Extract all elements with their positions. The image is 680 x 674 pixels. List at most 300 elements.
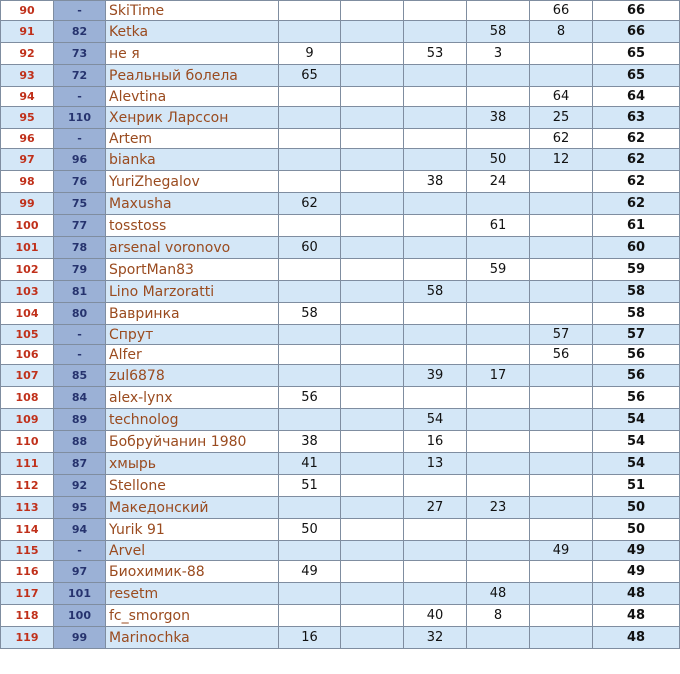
- round-score-cell: [530, 561, 593, 583]
- total-score-cell: 49: [593, 541, 680, 561]
- table-row: [1, 149, 680, 171]
- round-score-cell: [467, 65, 530, 87]
- table-row: [1, 583, 680, 605]
- rank-cell: 101: [1, 237, 54, 259]
- round-score-cell: [279, 497, 341, 519]
- previous-rank-cell: 87: [54, 453, 106, 475]
- round-score-cell: [279, 87, 341, 107]
- previous-rank-cell: 85: [54, 365, 106, 387]
- round-score-cell: [279, 129, 341, 149]
- round-score-cell: [404, 107, 467, 129]
- total-score-cell: 56: [593, 387, 680, 409]
- round-score-cell: [279, 259, 341, 281]
- participant-name: хмырь: [106, 453, 279, 475]
- round-score-cell: 56: [530, 345, 593, 365]
- total-score-cell: 50: [593, 519, 680, 541]
- participant-name: resetm: [106, 583, 279, 605]
- round-score-cell: [467, 627, 530, 649]
- table-row: [1, 1, 680, 21]
- round-score-cell: [530, 43, 593, 65]
- table-row: [1, 237, 680, 259]
- participant-name: Artem: [106, 129, 279, 149]
- round-score-cell: [467, 281, 530, 303]
- round-score-cell: [341, 171, 404, 193]
- rank-cell: 110: [1, 431, 54, 453]
- round-score-cell: [341, 149, 404, 171]
- total-score-cell: 65: [593, 65, 680, 87]
- round-score-cell: [530, 387, 593, 409]
- round-score-cell: [341, 87, 404, 107]
- participant-name: Arvel: [106, 541, 279, 561]
- round-score-cell: [404, 583, 467, 605]
- round-score-cell: [467, 303, 530, 325]
- round-score-cell: [467, 129, 530, 149]
- round-score-cell: 61: [467, 215, 530, 237]
- participant-name: Реальный болела: [106, 65, 279, 87]
- round-score-cell: 57: [530, 325, 593, 345]
- round-score-cell: [279, 583, 341, 605]
- round-score-cell: [279, 325, 341, 345]
- total-score-cell: 58: [593, 303, 680, 325]
- participant-name: Хенрик Ларссон: [106, 107, 279, 129]
- table-row: [1, 345, 680, 365]
- round-score-cell: 49: [279, 561, 341, 583]
- round-score-cell: 64: [530, 87, 593, 107]
- round-score-cell: [341, 193, 404, 215]
- round-score-cell: [341, 409, 404, 431]
- round-score-cell: [404, 1, 467, 21]
- previous-rank-cell: -: [54, 325, 106, 345]
- round-score-cell: 40: [404, 605, 467, 627]
- total-score-cell: 65: [593, 43, 680, 65]
- round-score-cell: [467, 475, 530, 497]
- participant-name: Биохимик-88: [106, 561, 279, 583]
- rank-cell: 113: [1, 497, 54, 519]
- round-score-cell: [530, 475, 593, 497]
- total-score-cell: 59: [593, 259, 680, 281]
- table-row: [1, 365, 680, 387]
- rank-cell: 112: [1, 475, 54, 497]
- round-score-cell: 59: [467, 259, 530, 281]
- round-score-cell: [404, 475, 467, 497]
- round-score-cell: 39: [404, 365, 467, 387]
- rank-cell: 108: [1, 387, 54, 409]
- standings-body: [1, 1, 680, 649]
- round-score-cell: [279, 409, 341, 431]
- participant-name: zul6878: [106, 365, 279, 387]
- participant-name: Alfer: [106, 345, 279, 365]
- previous-rank-cell: -: [54, 345, 106, 365]
- round-score-cell: 8: [467, 605, 530, 627]
- round-score-cell: [404, 129, 467, 149]
- rank-cell: 119: [1, 627, 54, 649]
- round-score-cell: [530, 193, 593, 215]
- participant-name: SkiTime: [106, 1, 279, 21]
- rank-cell: 96: [1, 129, 54, 149]
- total-score-cell: 49: [593, 561, 680, 583]
- round-score-cell: 58: [279, 303, 341, 325]
- round-score-cell: [341, 129, 404, 149]
- participant-name: Alevtina: [106, 87, 279, 107]
- round-score-cell: [404, 541, 467, 561]
- round-score-cell: [467, 519, 530, 541]
- round-score-cell: [467, 409, 530, 431]
- total-score-cell: 61: [593, 215, 680, 237]
- rank-cell: 114: [1, 519, 54, 541]
- total-score-cell: 63: [593, 107, 680, 129]
- table-row: [1, 497, 680, 519]
- round-score-cell: [530, 365, 593, 387]
- round-score-cell: [341, 541, 404, 561]
- round-score-cell: [404, 215, 467, 237]
- round-score-cell: 58: [467, 21, 530, 43]
- previous-rank-cell: 101: [54, 583, 106, 605]
- round-score-cell: 41: [279, 453, 341, 475]
- round-score-cell: 49: [530, 541, 593, 561]
- participant-name: Stellone: [106, 475, 279, 497]
- previous-rank-cell: 80: [54, 303, 106, 325]
- round-score-cell: [530, 453, 593, 475]
- round-score-cell: [404, 21, 467, 43]
- previous-rank-cell: -: [54, 129, 106, 149]
- round-score-cell: [341, 475, 404, 497]
- round-score-cell: 38: [279, 431, 341, 453]
- previous-rank-cell: 82: [54, 21, 106, 43]
- previous-rank-cell: 75: [54, 193, 106, 215]
- round-score-cell: [341, 107, 404, 129]
- round-score-cell: 9: [279, 43, 341, 65]
- participant-name: YuriZhegalov: [106, 171, 279, 193]
- total-score-cell: 48: [593, 627, 680, 649]
- rank-cell: 90: [1, 1, 54, 21]
- table-row: [1, 281, 680, 303]
- total-score-cell: 48: [593, 583, 680, 605]
- participant-name: SportMan83: [106, 259, 279, 281]
- table-row: [1, 605, 680, 627]
- total-score-cell: 56: [593, 365, 680, 387]
- previous-rank-cell: 110: [54, 107, 106, 129]
- round-score-cell: [341, 627, 404, 649]
- previous-rank-cell: 79: [54, 259, 106, 281]
- round-score-cell: [530, 303, 593, 325]
- previous-rank-cell: 73: [54, 43, 106, 65]
- round-score-cell: [341, 21, 404, 43]
- round-score-cell: [530, 281, 593, 303]
- round-score-cell: [279, 541, 341, 561]
- round-score-cell: 56: [279, 387, 341, 409]
- round-score-cell: [341, 237, 404, 259]
- round-score-cell: [467, 453, 530, 475]
- total-score-cell: 54: [593, 453, 680, 475]
- round-score-cell: [279, 171, 341, 193]
- round-score-cell: [341, 325, 404, 345]
- round-score-cell: [530, 65, 593, 87]
- round-score-cell: [341, 561, 404, 583]
- round-score-cell: 65: [279, 65, 341, 87]
- participant-name: tosstoss: [106, 215, 279, 237]
- participant-name: Вавринка: [106, 303, 279, 325]
- round-score-cell: [467, 325, 530, 345]
- rank-cell: 111: [1, 453, 54, 475]
- round-score-cell: 24: [467, 171, 530, 193]
- round-score-cell: [404, 237, 467, 259]
- participant-name: Yurik 91: [106, 519, 279, 541]
- previous-rank-cell: -: [54, 87, 106, 107]
- round-score-cell: [279, 345, 341, 365]
- round-score-cell: [404, 387, 467, 409]
- rank-cell: 98: [1, 171, 54, 193]
- round-score-cell: [467, 431, 530, 453]
- round-score-cell: 3: [467, 43, 530, 65]
- rank-cell: 95: [1, 107, 54, 129]
- total-score-cell: 57: [593, 325, 680, 345]
- rank-cell: 115: [1, 541, 54, 561]
- participant-name: Ketka: [106, 21, 279, 43]
- round-score-cell: [341, 303, 404, 325]
- round-score-cell: 62: [279, 193, 341, 215]
- rank-cell: 116: [1, 561, 54, 583]
- round-score-cell: [341, 365, 404, 387]
- rank-cell: 100: [1, 215, 54, 237]
- round-score-cell: 58: [404, 281, 467, 303]
- total-score-cell: 50: [593, 497, 680, 519]
- previous-rank-cell: 81: [54, 281, 106, 303]
- previous-rank-cell: 97: [54, 561, 106, 583]
- round-score-cell: [404, 303, 467, 325]
- total-score-cell: 58: [593, 281, 680, 303]
- table-row: [1, 171, 680, 193]
- participant-name: Бобруйчанин 1980: [106, 431, 279, 453]
- participant-name: arsenal voronovo: [106, 237, 279, 259]
- table-row: [1, 325, 680, 345]
- rank-cell: 92: [1, 43, 54, 65]
- round-score-cell: [467, 541, 530, 561]
- round-score-cell: [467, 387, 530, 409]
- round-score-cell: [404, 193, 467, 215]
- round-score-cell: 50: [279, 519, 341, 541]
- round-score-cell: 50: [467, 149, 530, 171]
- participant-name: fc_smorgon: [106, 605, 279, 627]
- round-score-cell: [341, 387, 404, 409]
- round-score-cell: 51: [279, 475, 341, 497]
- round-score-cell: [341, 605, 404, 627]
- total-score-cell: 56: [593, 345, 680, 365]
- total-score-cell: 48: [593, 605, 680, 627]
- table-row: [1, 129, 680, 149]
- round-score-cell: [341, 65, 404, 87]
- table-row: [1, 107, 680, 129]
- round-score-cell: [530, 627, 593, 649]
- round-score-cell: [279, 1, 341, 21]
- round-score-cell: 16: [279, 627, 341, 649]
- round-score-cell: 13: [404, 453, 467, 475]
- round-score-cell: [341, 497, 404, 519]
- round-score-cell: [467, 345, 530, 365]
- previous-rank-cell: 84: [54, 387, 106, 409]
- rank-cell: 105: [1, 325, 54, 345]
- total-score-cell: 66: [593, 1, 680, 21]
- previous-rank-cell: 89: [54, 409, 106, 431]
- table-row: [1, 387, 680, 409]
- table-row: [1, 21, 680, 43]
- round-score-cell: 38: [467, 107, 530, 129]
- round-score-cell: [404, 259, 467, 281]
- table-row: [1, 215, 680, 237]
- round-score-cell: [404, 65, 467, 87]
- previous-rank-cell: 100: [54, 605, 106, 627]
- round-score-cell: [404, 519, 467, 541]
- round-score-cell: [341, 43, 404, 65]
- round-score-cell: 62: [530, 129, 593, 149]
- round-score-cell: 16: [404, 431, 467, 453]
- round-score-cell: [530, 583, 593, 605]
- round-score-cell: [341, 583, 404, 605]
- round-score-cell: [279, 107, 341, 129]
- participant-name: alex-lynx: [106, 387, 279, 409]
- previous-rank-cell: 94: [54, 519, 106, 541]
- round-score-cell: [467, 87, 530, 107]
- round-score-cell: [404, 345, 467, 365]
- round-score-cell: [404, 325, 467, 345]
- rank-cell: 109: [1, 409, 54, 431]
- total-score-cell: 62: [593, 149, 680, 171]
- total-score-cell: 62: [593, 171, 680, 193]
- table-row: [1, 259, 680, 281]
- previous-rank-cell: 92: [54, 475, 106, 497]
- round-score-cell: [530, 605, 593, 627]
- total-score-cell: 60: [593, 237, 680, 259]
- round-score-cell: [341, 519, 404, 541]
- round-score-cell: 48: [467, 583, 530, 605]
- total-score-cell: 51: [593, 475, 680, 497]
- round-score-cell: 38: [404, 171, 467, 193]
- total-score-cell: 64: [593, 87, 680, 107]
- table-row: [1, 561, 680, 583]
- round-score-cell: 12: [530, 149, 593, 171]
- round-score-cell: 27: [404, 497, 467, 519]
- round-score-cell: 54: [404, 409, 467, 431]
- table-row: [1, 627, 680, 649]
- round-score-cell: [530, 409, 593, 431]
- table-row: [1, 475, 680, 497]
- previous-rank-cell: 72: [54, 65, 106, 87]
- rank-cell: 117: [1, 583, 54, 605]
- round-score-cell: [341, 1, 404, 21]
- participant-name: Спрут: [106, 325, 279, 345]
- round-score-cell: [530, 431, 593, 453]
- rank-cell: 94: [1, 87, 54, 107]
- round-score-cell: [530, 171, 593, 193]
- total-score-cell: 54: [593, 409, 680, 431]
- participant-name: не я: [106, 43, 279, 65]
- rank-cell: 91: [1, 21, 54, 43]
- round-score-cell: [341, 431, 404, 453]
- previous-rank-cell: 88: [54, 431, 106, 453]
- round-score-cell: 8: [530, 21, 593, 43]
- previous-rank-cell: -: [54, 541, 106, 561]
- rank-cell: 107: [1, 365, 54, 387]
- round-score-cell: [279, 281, 341, 303]
- previous-rank-cell: 77: [54, 215, 106, 237]
- round-score-cell: [341, 453, 404, 475]
- round-score-cell: [341, 345, 404, 365]
- participant-name: Македонский: [106, 497, 279, 519]
- total-score-cell: 62: [593, 129, 680, 149]
- round-score-cell: [279, 605, 341, 627]
- rank-cell: 106: [1, 345, 54, 365]
- round-score-cell: [530, 237, 593, 259]
- round-score-cell: [404, 87, 467, 107]
- round-score-cell: 17: [467, 365, 530, 387]
- round-score-cell: [341, 259, 404, 281]
- table-row: [1, 541, 680, 561]
- total-score-cell: 66: [593, 21, 680, 43]
- round-score-cell: [530, 519, 593, 541]
- participant-name: Maxusha: [106, 193, 279, 215]
- round-score-cell: [530, 259, 593, 281]
- round-score-cell: [467, 237, 530, 259]
- round-score-cell: 53: [404, 43, 467, 65]
- round-score-cell: 23: [467, 497, 530, 519]
- round-score-cell: [404, 149, 467, 171]
- round-score-cell: [279, 21, 341, 43]
- table-row: [1, 193, 680, 215]
- round-score-cell: [467, 193, 530, 215]
- table-row: [1, 65, 680, 87]
- round-score-cell: 66: [530, 1, 593, 21]
- participant-name: technolog: [106, 409, 279, 431]
- round-score-cell: 25: [530, 107, 593, 129]
- rank-cell: 102: [1, 259, 54, 281]
- round-score-cell: [467, 561, 530, 583]
- table-row: [1, 453, 680, 475]
- previous-rank-cell: 95: [54, 497, 106, 519]
- round-score-cell: [530, 215, 593, 237]
- round-score-cell: 32: [404, 627, 467, 649]
- table-row: [1, 303, 680, 325]
- previous-rank-cell: -: [54, 1, 106, 21]
- rank-cell: 93: [1, 65, 54, 87]
- previous-rank-cell: 76: [54, 171, 106, 193]
- round-score-cell: [341, 215, 404, 237]
- round-score-cell: 60: [279, 237, 341, 259]
- round-score-cell: [467, 1, 530, 21]
- rank-cell: 103: [1, 281, 54, 303]
- round-score-cell: [279, 365, 341, 387]
- table-row: [1, 431, 680, 453]
- rank-cell: 97: [1, 149, 54, 171]
- rank-cell: 99: [1, 193, 54, 215]
- round-score-cell: [404, 561, 467, 583]
- round-score-cell: [279, 149, 341, 171]
- previous-rank-cell: 96: [54, 149, 106, 171]
- table-row: [1, 43, 680, 65]
- participant-name: bianka: [106, 149, 279, 171]
- total-score-cell: 54: [593, 431, 680, 453]
- previous-rank-cell: 78: [54, 237, 106, 259]
- round-score-cell: [341, 281, 404, 303]
- participant-name: Lino Marzoratti: [106, 281, 279, 303]
- table-row: [1, 519, 680, 541]
- table-row: [1, 409, 680, 431]
- total-score-cell: 62: [593, 193, 680, 215]
- previous-rank-cell: 99: [54, 627, 106, 649]
- rank-cell: 118: [1, 605, 54, 627]
- participant-name: Marinochka: [106, 627, 279, 649]
- round-score-cell: [279, 215, 341, 237]
- round-score-cell: [530, 497, 593, 519]
- rank-cell: 104: [1, 303, 54, 325]
